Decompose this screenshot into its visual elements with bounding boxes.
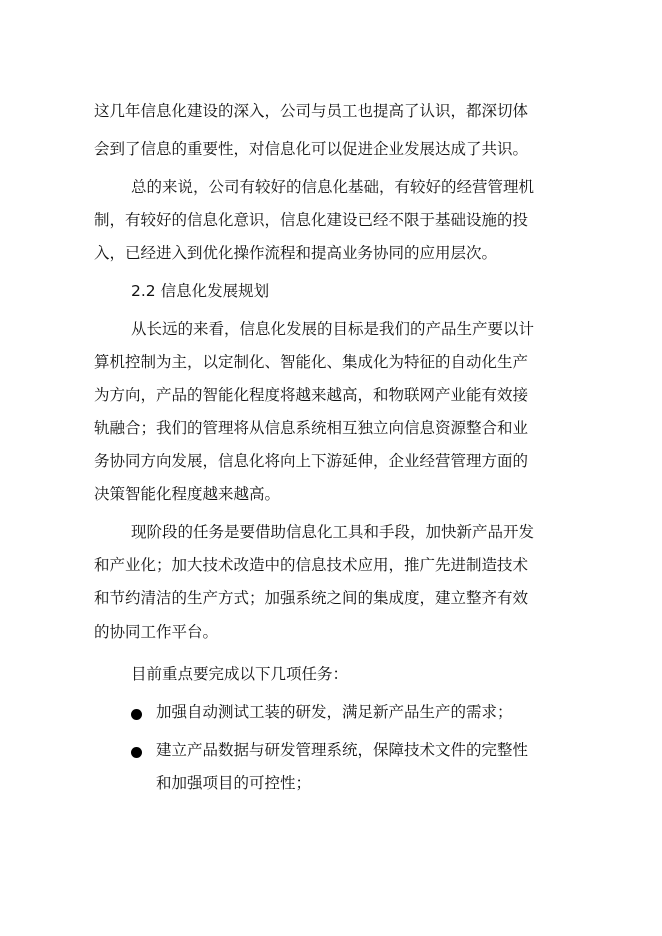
list-item-continuation: 和加强项目的可控性；: [156, 774, 312, 792]
paragraph-line: 和节约清洁的生产方式；加强系统之间的集成度，建立整齐有效: [94, 589, 529, 607]
bullet-icon: [131, 747, 142, 758]
paragraph-line: 会到了信息的重要性，对信息化可以促进企业发展达成了共识。: [94, 140, 529, 158]
task-intro: 目前重点要完成以下几项任务：: [131, 665, 349, 683]
paragraph-line: 决策智能化程度越来越高。: [94, 485, 281, 503]
paragraph-line: 入，已经进入到优化操作流程和提高业务协同的应用层次。: [94, 244, 498, 262]
paragraph-line: 和产业化；加大技术改造中的信息技术应用，推广先进制造技术: [94, 556, 529, 574]
bullet-icon: [131, 709, 142, 720]
paragraph-line: 这几年信息化建设的深入，公司与员工也提高了认识，都深切体: [94, 102, 529, 120]
paragraph-line: 务协同方向发展，信息化将向上下游延伸，企业经营管理方面的: [94, 452, 529, 470]
paragraph-line: 制，有较好的信息化意识，信息化建设已经不限于基础设施的投: [94, 211, 529, 229]
paragraph-line: 为方向，产品的智能化程度将越来越高，和物联网产业能有效接: [94, 386, 529, 404]
section-heading: 2.2 信息化发展规划: [131, 282, 270, 300]
paragraph-line: 算机控制为主，以定制化、智能化、集成化为特征的自动化生产: [94, 353, 529, 371]
paragraph-line: 总的来说，公司有较好的信息化基础，有较好的经营管理机: [131, 178, 535, 196]
paragraph-line: 轨融合；我们的管理将从信息系统相互独立向信息资源整合和业: [94, 419, 529, 437]
list-item: 建立产品数据与研发管理系统，保障技术文件的完整性: [156, 741, 529, 759]
list-item: 加强自动测试工装的研发，满足新产品生产的需求；: [156, 703, 513, 721]
paragraph-line: 的协同工作平台。: [94, 623, 219, 641]
paragraph-line: 从长远的来看，信息化发展的目标是我们的产品生产要以计: [131, 320, 535, 338]
paragraph-line: 现阶段的任务是要借助信息化工具和手段，加快新产品开发: [131, 523, 535, 541]
